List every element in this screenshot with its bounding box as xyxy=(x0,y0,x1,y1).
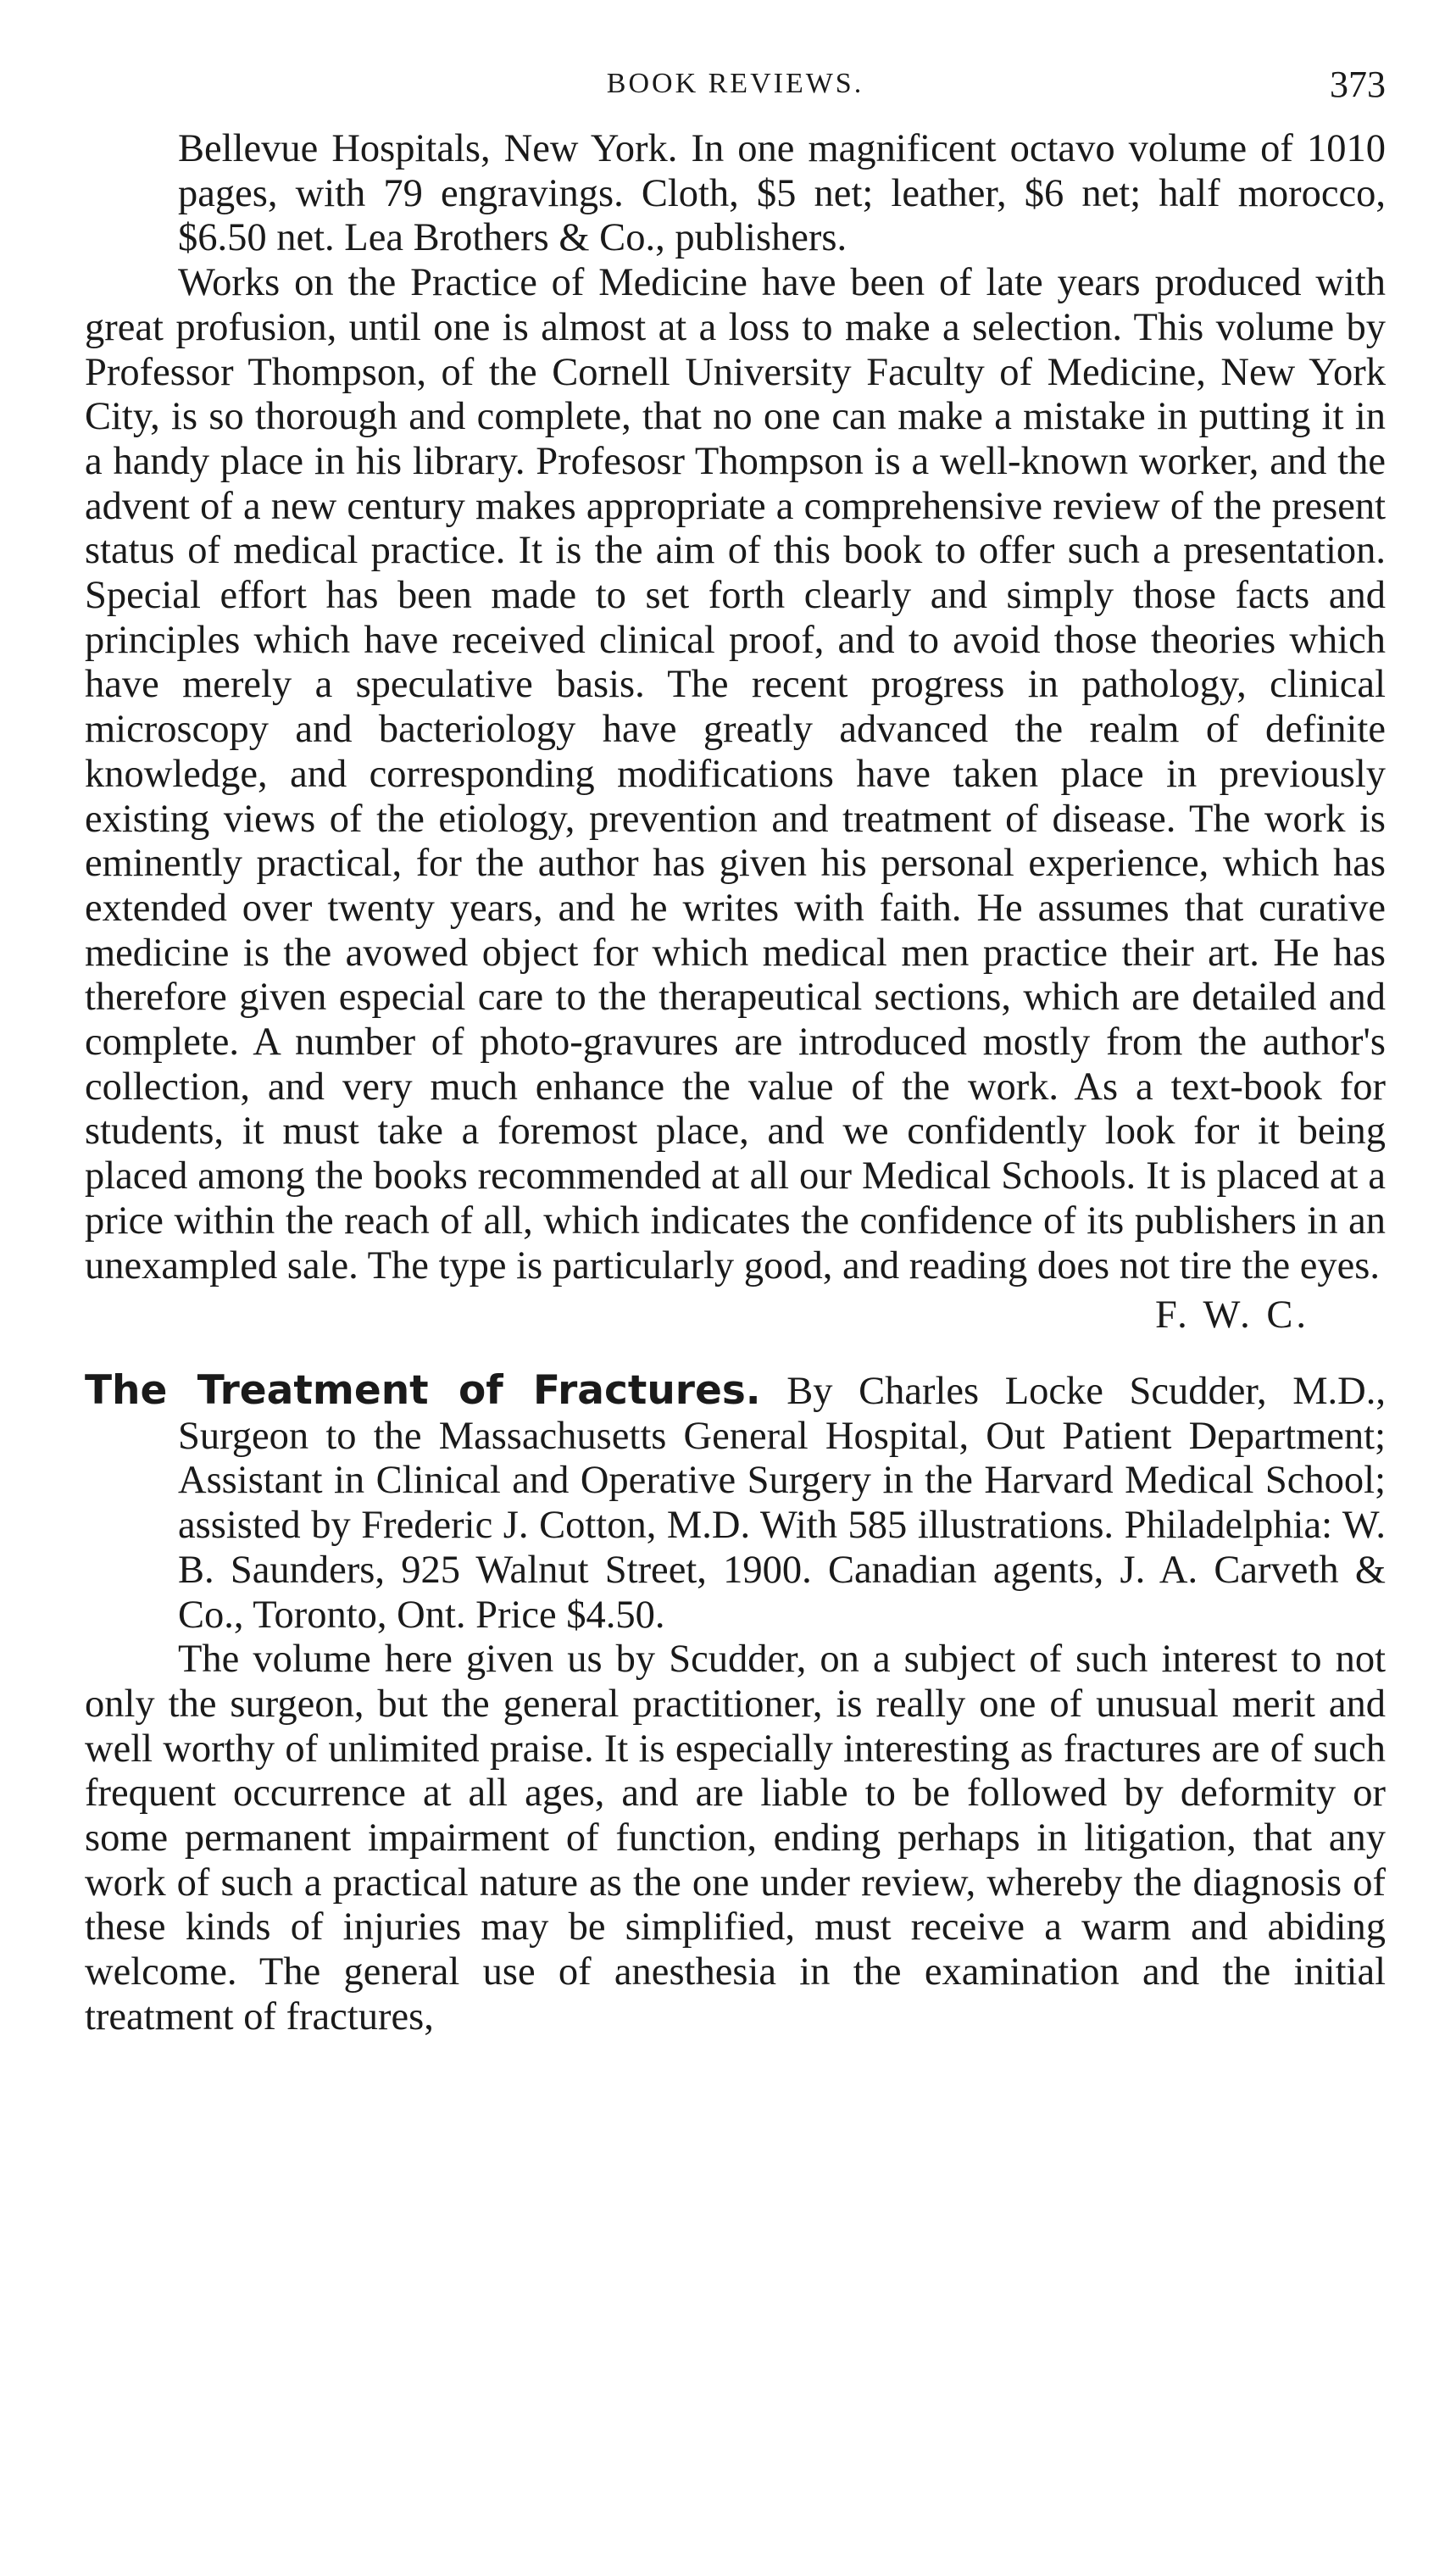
review-heading-paragraph xyxy=(85,1366,1386,1638)
review-treatment-of-fractures xyxy=(85,1366,1386,2040)
review-citation: By Charles Locke Scudder, M.D., Surgeon to the Massachusetts General Hospital, Out Patient Department; Assistant in Clinical and Operative Surgery in the Harvard Medical School; assisted by Frederic J. Cotton, M.D. With 585 illustrations. Philadelphia: W. B. Saunders, 925 Walnut Street, 1900. Canadian agents, J. A. Carveth & Co., Toronto, Ont. Price $4.50. xyxy=(178,1369,1386,1637)
review-citation: Bellevue Hospitals, New York. In one magnificent octavo volume of 1010 pages, with 79 engravings. Cloth, $5 net; leather, $6 net; half morocco, $6.50 net. Lea Brothers & Co., publishers. xyxy=(178,127,1386,260)
running-title: BOOK REVIEWS. xyxy=(606,68,864,99)
book-title: The Treatment of Fractures. xyxy=(85,1366,761,1414)
review-practice-of-medicine xyxy=(85,127,1386,1338)
page-number: 373 xyxy=(1330,64,1386,105)
reviewer-initials: F. W. C. xyxy=(1154,1293,1309,1338)
review-body: Works on the Practice of Medicine have been of late years produced with great profusion, until one is almost at a loss to make a selection. This volume by Professor Thompson, of the Cornell University Faculty of Medicine, New York City, is so thorough and complete, that no one can make a mistake in putting it in a handy place in his library. Profesosr Thompson is a well-known worker, and the advent of a new century makes appropriate a comprehensive review of the present status of medical practice. It is the aim of this book to offer such a presentation. Special effort has been made to set forth clearly and simply those facts and principles which have received clinical proof, and to avoid those theories which have merely a speculative basis. The recent progress in pathology, clinical microscopy and bacteriology have greatly advanced the realm of definite knowledge, and corresponding modifications have taken place in previously existing views of the etiology, prevention and treatment of disease. The work is eminently practical, for the author has given his personal experience, which has extended over twenty years, and he writes with faith. He assumes that curative medicine is the avowed object for which medical men practice their art. He has therefore given especial care to the therapeutical sections, which are detailed and complete. A number of photo-gravures are introduced mostly from the author's collection, and very much enhance the value of the work. As a text-book for students, it must take a foremost place, and we confidently look for it being placed among the books recommended at all our Medical Schools. It is placed at a price within the reach of all, which indicates the confidence of its publishers in an unexampled sale. The type is particularly good, and reading does not tire the eyes. xyxy=(85,261,1386,1288)
review-body: The volume here given us by Scudder, on a subject of such interest to not only the surgeon, but the general practitioner, is really one of unusual merit and well worthy of unlimited praise. It is especially interesting as fractures are of such frequent occurrence at all ages, and are liable to be followed by deformity or some permanent impairment of function, ending perhaps in litigation, that any work of such a practical nature as the one under review, whereby the diagnosis of these kinds of injuries may be simplified, must receive a warm and abiding welcome. The general use of anesthesia in the examination and the initial treatment of fractures, xyxy=(85,1638,1386,2038)
running-head xyxy=(85,59,1386,127)
page xyxy=(85,59,1386,2040)
